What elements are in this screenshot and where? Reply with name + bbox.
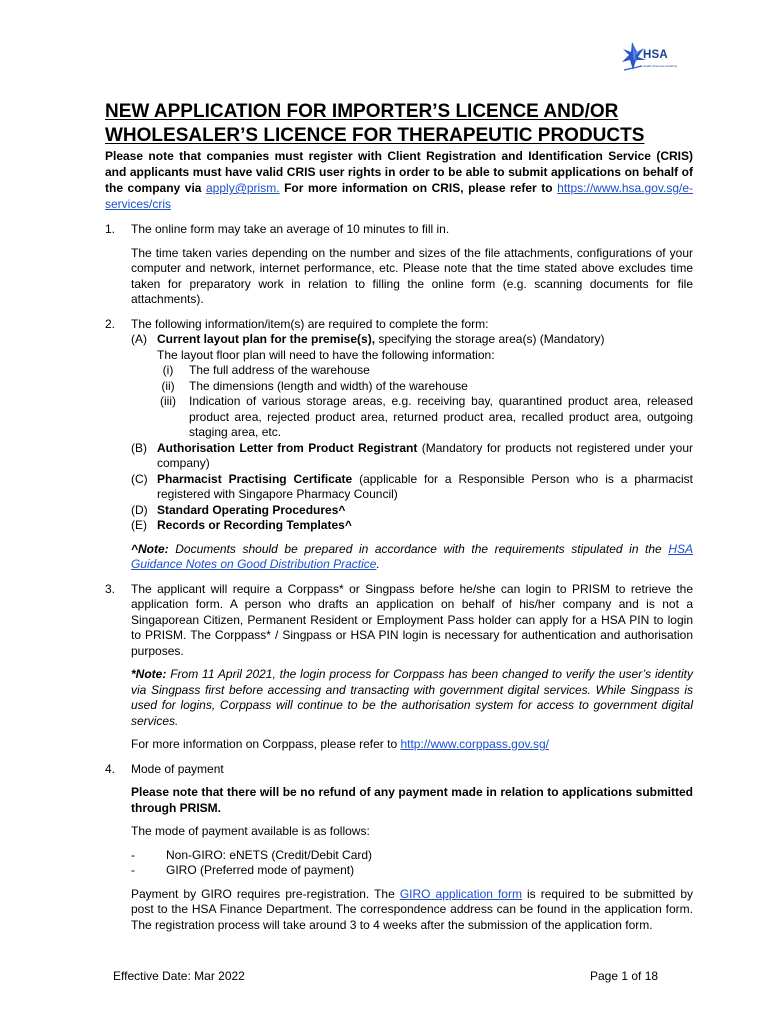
intro-text-1: Please note that companies must register with Client Registration and Identification Service (CRIS) and applicants must have valid CRIS user rights in order to be able to submit applications on behalf of the company via [105, 149, 693, 195]
requirement-c-text: (applicable for a Responsible Person who is a pharmacist registered with Singapore Pharmacy Council) [157, 471, 693, 501]
note-end: . [376, 557, 380, 571]
requirement-a [131, 332, 693, 441]
requirement-label: (B) [131, 440, 147, 455]
roman-item [157, 379, 693, 395]
payment-heading: Mode of payment [131, 761, 224, 776]
roman-item [157, 363, 693, 379]
item1-p1: The online form may take an average of 10 minutes to fill in. [131, 222, 450, 236]
payment-mode [131, 848, 693, 864]
requirement-label: (E) [131, 518, 147, 532]
gdp-guidance-link[interactable]: HSA Guidance Notes on Good Distribution Practice [131, 541, 693, 571]
dash-bullet: - [131, 863, 135, 877]
page-title: NEW APPLICATION FOR IMPORTER’S LICENCE AND/OR WHOLESALER’S LICENCE FOR THERAPEUTIC PRODUCTS [105, 101, 645, 146]
requirement-c [131, 472, 693, 503]
cris-link[interactable]: https://www.hsa.gov.sg/e-services/cris [105, 181, 693, 211]
note-text: Documents should be prepared in accordance with the requirements stipulated in the [168, 541, 669, 556]
item-number: 2. [105, 316, 116, 331]
roman-text: Indication of various storage areas, e.g. receiving bay, quarantined product area, released product area, rejected product area, returned product area, recalled product area, outgoing staging area, etc. [189, 394, 693, 439]
giro-text-1: Payment by GIRO requires pre-registration. The [131, 886, 400, 901]
payment-mode-text: GIRO (Preferred mode of payment) [166, 863, 355, 877]
requirement-b [131, 441, 693, 472]
corppass-note [131, 667, 693, 729]
giro-application-link[interactable]: GIRO application form [399, 886, 522, 901]
requirement-label: (D) [131, 502, 148, 517]
requirement-a-text: specifying the storage area(s) (Mandatory) [375, 332, 605, 346]
requirement-a-note: The layout floor plan will need to have the following information: [157, 347, 495, 362]
note-label: *Note: [131, 667, 167, 681]
page-number: Page 1 of 18 [590, 969, 659, 983]
intro-text-2: For more information on CRIS, please refer to [279, 181, 558, 195]
hsa-logo [618, 40, 680, 74]
intro-paragraph [105, 148, 693, 212]
apply-prism-link[interactable]: apply@prism. [206, 181, 280, 195]
note-text: From 11 April 2021, the login process for Corppass has been changed to verify the user’s identity via Singpass first before accessing and transacting with government digital services. While Singpass is used for logins, Corppass will continue to be the authorisation system for access to government digital services. [131, 667, 693, 728]
requirement-d [131, 503, 693, 519]
effective-date: Effective Date: Mar 2022 [113, 969, 245, 983]
requirement-label: (A) [131, 332, 147, 346]
payment-lead: The mode of payment available is as follows: [131, 824, 370, 838]
logo-text: HSA [643, 49, 668, 61]
requirement-label: (C) [131, 471, 148, 486]
roman-text: The full address of the warehouse [189, 363, 370, 377]
giro-text-2: is required to be submitted by post to the HSA Finance Department. The correspondence address can be found in the application form. The registration process will take around 3 to 4 weeks after the submission of the application form. [131, 886, 693, 932]
requirement-e [131, 518, 693, 534]
payment-mode [131, 863, 693, 879]
roman-item [157, 394, 693, 441]
document-page [105, 100, 693, 933]
list-item-1 [105, 222, 693, 308]
list-item-2 [105, 317, 693, 573]
item1-p2: The time taken varies depending on the number and sizes of the file attachments, configurations of your computer and network, internet performance, etc. Please note that the time stated above excludes time taken for preparatory work in relation to filling the online form (e.g. scanning documents for file attachments). [131, 245, 693, 306]
list-item-4 [105, 762, 693, 934]
logo-subtext: Health Sciences Authority [643, 64, 678, 68]
roman-number: (ii) [161, 378, 175, 393]
list-item-3 [105, 582, 693, 753]
roman-text: The dimensions (length and width) of the warehouse [189, 378, 468, 393]
item-number: 3. [105, 581, 116, 596]
corppass-link[interactable]: http://www.corppass.gov.sg/ [400, 737, 549, 751]
requirement-b-text: (Mandatory for products not registered under your company) [157, 440, 694, 470]
item3-p1: The applicant will require a Corppass* or Singpass before he/she can login to PRISM to retrieve the application form. A person who drafts an application on behalf of his/her company and is not a Singaporean Citizen, Permanent Resident or Employment Pass holder can apply for a HSA PIN to login to PRISM. The Corppass* / Singpass or HSA PIN login is necessary for authentication and authorisation purposes. [131, 581, 693, 658]
giro-paragraph [131, 887, 693, 934]
note-label: ^Note: [131, 541, 169, 556]
dash-bullet: - [131, 847, 135, 862]
requirement-c-title: Pharmacist Practising Certificate [157, 471, 353, 486]
no-refund-warning: Please note that there will be no refund of any payment made in relation to applications submitted through PRISM. [131, 785, 693, 815]
gdp-note [131, 542, 693, 573]
item-number: 1. [105, 222, 116, 236]
payment-modes-list [131, 848, 693, 879]
item-number: 4. [105, 761, 116, 776]
item2-lead: The following information/item(s) are required to complete the form: [131, 316, 489, 331]
payment-mode-text: Non-GIRO: eNETS (Credit/Debit Card) [166, 847, 373, 862]
requirement-e-title: Records or Recording Templates^ [157, 518, 352, 532]
requirement-b-title: Authorisation Letter from Product Registrant [157, 440, 418, 455]
more-text: For more information on Corppass, please refer to [131, 737, 401, 751]
requirement-a-title: Current layout plan for the premise(s), [157, 332, 376, 346]
corppass-more [131, 737, 693, 753]
requirement-d-title: Standard Operating Procedures^ [157, 502, 346, 517]
roman-number: (i) [162, 363, 174, 377]
roman-number: (iii) [160, 394, 176, 408]
